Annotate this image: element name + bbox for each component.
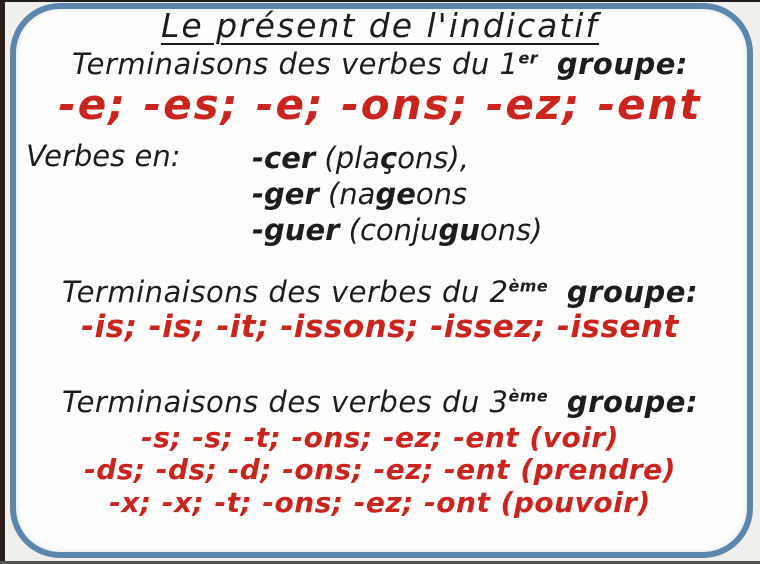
verbes-en-ending: -ger: [252, 177, 319, 211]
group1-ordinal-suffix: er: [518, 48, 539, 68]
group2-heading: [0, 275, 760, 309]
group1-ordinal: 1: [499, 47, 519, 81]
group2-endings: -is; -is; -it; -issons; -issez; -issent: [81, 309, 679, 345]
group2-ordinal-suffix: ème: [508, 276, 549, 296]
verbes-en-label: Verbes en:: [26, 139, 181, 173]
group1-heading: [0, 47, 760, 81]
verbes-en-example-pre: (na: [318, 177, 376, 211]
group3-endings-prendre: -ds; -ds; -d; -ons; -ez; -ent (prendre): [84, 453, 676, 486]
top-edge-line: [0, 0, 760, 2]
verbes-en-item-ger: [252, 176, 542, 212]
group3-heading-prefix: Terminaisons des verbes du: [61, 385, 480, 419]
verbes-en-ending: -cer: [252, 141, 316, 175]
group3-heading-word: groupe:: [566, 385, 699, 419]
group3-endings-pouvoir: -x; -x; -t; -ons; -ez; -ont (pouvoir): [109, 486, 651, 519]
verbes-en-example-pre: (pla: [315, 141, 380, 175]
verbes-en-example-post: ons: [415, 177, 468, 211]
group2-heading-word: groupe:: [566, 275, 699, 309]
group3-heading: [0, 385, 760, 419]
group1-heading-prefix: Terminaisons des verbes du: [71, 47, 490, 81]
group3-ordinal-suffix: ème: [508, 386, 549, 406]
group2-heading-prefix: Terminaisons des verbes du: [61, 275, 480, 309]
page-title: Le présent de l'indicatif: [160, 6, 600, 45]
verbes-en-item-cer: [252, 140, 542, 176]
group2-ordinal: 2: [489, 275, 509, 309]
verbes-en-example-post: ons): [479, 213, 543, 247]
verbes-en-example-pre: (conju: [339, 213, 439, 247]
verbes-en-ending: -guer: [252, 213, 340, 247]
verbes-en-example-bold: ç: [379, 141, 398, 175]
verbes-en-example-bold: ge: [375, 177, 416, 211]
verbes-en-example-bold: gu: [438, 213, 480, 247]
verbes-en-item-guer: [252, 212, 542, 248]
verbes-en-example-post: ons),: [397, 141, 469, 175]
group1-heading-word: groupe:: [556, 47, 689, 81]
group1-endings: -e; -es; -e; -ons; -ez; -ent: [58, 80, 702, 129]
verbes-en-list: [252, 140, 542, 248]
group3-ordinal: 3: [489, 385, 509, 419]
group3-endings-voir: -s; -s; -t; -ons; -ez; -ent (voir): [141, 421, 619, 454]
